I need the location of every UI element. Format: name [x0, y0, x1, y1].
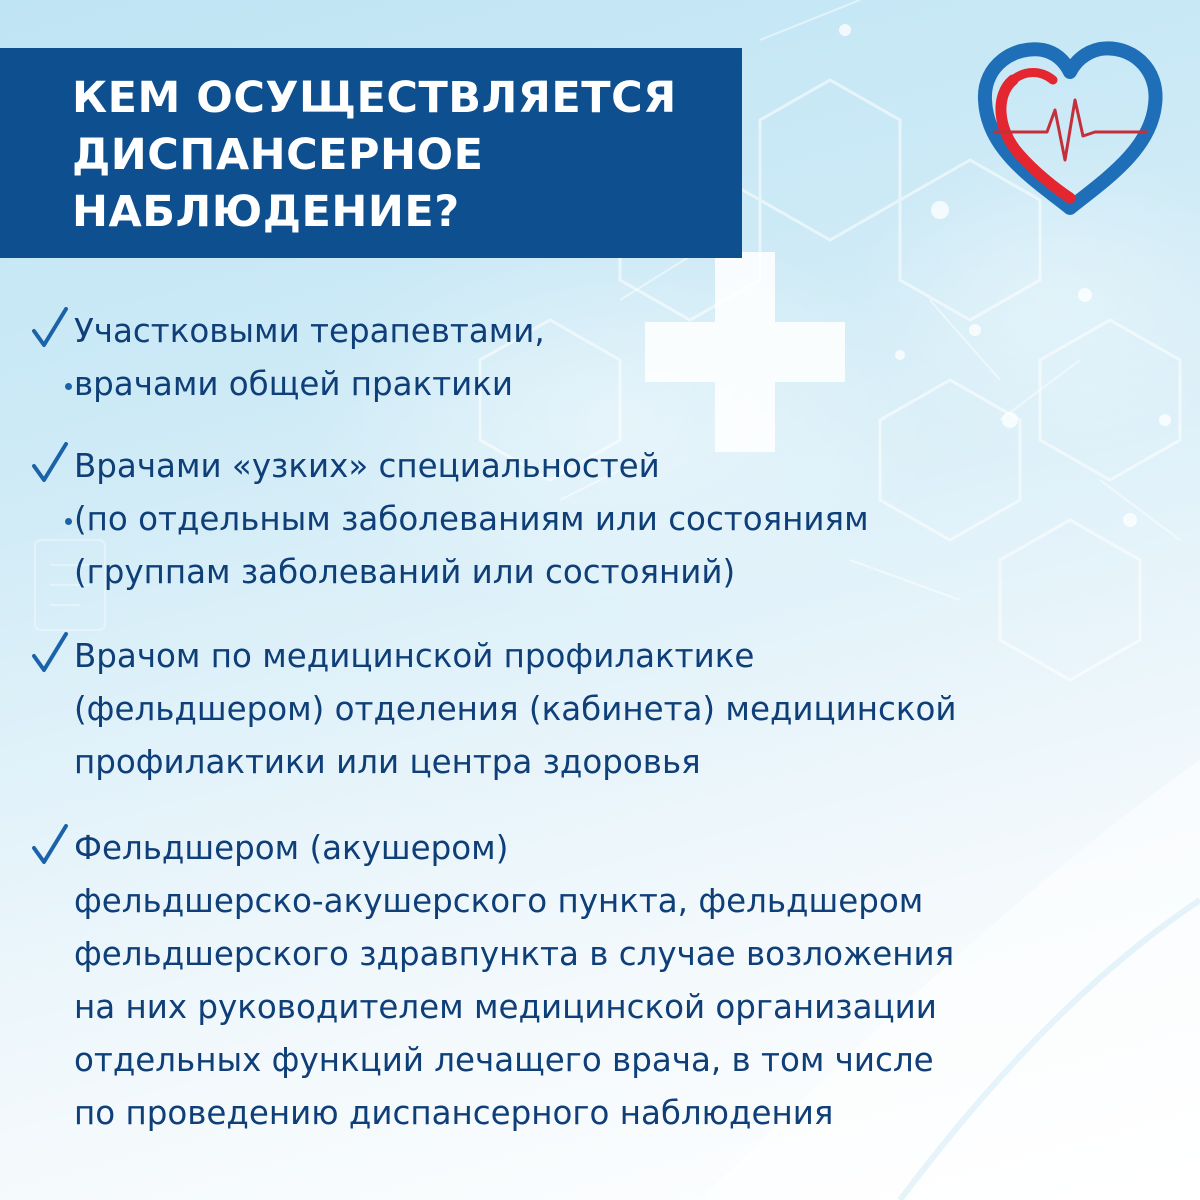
checkmark-icon [30, 824, 70, 868]
checkmark-icon [30, 307, 70, 351]
list-item-line: Участковыми терапевтами, [74, 312, 545, 350]
continuation-dot [65, 518, 72, 525]
title-line-1: КЕМ ОСУЩЕСТВЛЯЕТСЯ [72, 73, 677, 123]
list-item-line: отдельных функций лечащего врача, в том числе [74, 1041, 934, 1079]
list-item-line: врачами общей практики [74, 365, 514, 403]
list-item-line: (группам заболеваний или состояний) [74, 553, 736, 591]
continuation-dot [65, 383, 72, 390]
list-item-text [74, 440, 869, 599]
list-item-line: (по отдельным заболеваниям или состояниям [74, 500, 869, 538]
list-item-line: профилактики или центра здоровья [74, 743, 701, 781]
title-line-3: НАБЛЮДЕНИЕ? [72, 187, 460, 237]
list-item-line: Врачами «узких» специальностей [74, 447, 660, 485]
title-line-2: ДИСПАНСЕРНОЕ [72, 130, 484, 180]
list-item-line: Врачом по медицинской профилактике [74, 637, 755, 675]
list-item-line: фельдшерского здравпункта в случае возложения [74, 935, 955, 973]
heart-pulse-logo [975, 40, 1165, 215]
list-item-line: Фельдшером (акушером) [74, 829, 509, 867]
list-item-text [74, 822, 954, 1140]
list-item-text [74, 305, 545, 411]
page-title [72, 70, 732, 241]
list-item-line: на них руководителем медицинской организации [74, 988, 937, 1026]
list-item-line: по проведению диспансерного наблюдения [74, 1094, 834, 1132]
list-item-text [74, 630, 957, 789]
checkmark-icon [30, 442, 70, 486]
list-item-line: (фельдшером) отделения (кабинета) медицинской [74, 690, 957, 728]
checkmark-icon [30, 632, 70, 676]
list-item-line: фельдшерско-акушерского пункта, фельдшером [74, 882, 924, 920]
